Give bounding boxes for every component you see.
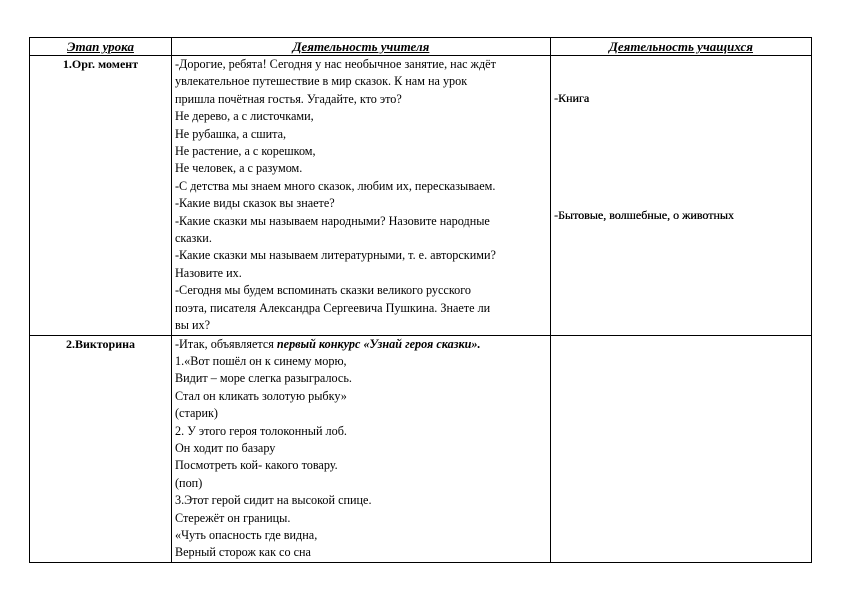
teacher-line: Посмотреть кой- какого товару. bbox=[175, 458, 338, 473]
teacher-line: -Сегодня мы будем вспоминать сказки великого русского bbox=[175, 283, 472, 298]
teacher-line: (старик) bbox=[175, 406, 218, 421]
teacher-intro: -Итак, объявляется bbox=[175, 336, 277, 351]
teacher-line: -Какие виды сказок вы знаете? bbox=[175, 196, 335, 211]
teacher-line: Назовите их. bbox=[175, 265, 242, 280]
teacher-line: 1.«Вот пошёл он к синему морю, bbox=[175, 353, 347, 368]
teacher-line: Стережёт он границы. bbox=[175, 510, 291, 525]
teacher-line: Стал он кликать золотую рыбку» bbox=[175, 388, 347, 403]
teacher-line: Он ходит по базару bbox=[175, 440, 276, 455]
contest-title: первый конкурс «Узнай героя сказки». bbox=[276, 336, 481, 351]
teacher-line: 2. У этого героя толоконный лоб. bbox=[175, 423, 347, 438]
student-answer: -Книга bbox=[554, 91, 590, 105]
lesson-plan-table bbox=[29, 37, 812, 563]
student-answer: -Бытовые, волшебные, о животных bbox=[554, 208, 734, 222]
teacher-line: вы их? bbox=[175, 318, 211, 333]
teacher-line: Не рубашка, а сшита, bbox=[175, 126, 287, 141]
teacher-line: Не человек, а с разумом. bbox=[175, 161, 303, 176]
teacher-line bbox=[175, 336, 547, 353]
stage-cell: 1.Орг. момент bbox=[30, 56, 172, 336]
teacher-line: «Чуть опасность где видна, bbox=[175, 527, 318, 542]
teacher-line: Не растение, а с корешком, bbox=[175, 144, 316, 159]
students-cell bbox=[551, 56, 812, 336]
teacher-line: -Какие сказки мы называем народными? Назовите народные bbox=[175, 213, 490, 228]
teacher-line: -Дорогие, ребята! Сегодня у нас необычное занятие, нас ждёт bbox=[175, 57, 496, 71]
teacher-line: Видит – море слегка разыгралось. bbox=[175, 371, 352, 386]
table-header-row bbox=[30, 38, 812, 56]
students-cell bbox=[551, 335, 812, 562]
teacher-line: увлекательное путешествие в мир сказок. К нам на урок bbox=[175, 74, 468, 89]
teacher-cell bbox=[172, 56, 551, 336]
teacher-line: сказки. bbox=[175, 231, 212, 246]
teacher-line: Верный сторож как со сна bbox=[175, 545, 311, 560]
stage-cell: 2.Викторина bbox=[30, 335, 172, 562]
table-row bbox=[30, 335, 812, 562]
teacher-line: пришла почётная гостья. Угадайте, кто это? bbox=[175, 91, 402, 106]
header-teacher: Деятельность учителя bbox=[172, 38, 551, 56]
table-row bbox=[30, 56, 812, 336]
teacher-line: (поп) bbox=[175, 475, 203, 490]
header-students: Деятельность учащихся bbox=[551, 38, 812, 56]
teacher-line: Не дерево, а с листочками, bbox=[175, 109, 314, 124]
teacher-line: -Какие сказки мы называем литературными, т. е. авторскими? bbox=[175, 248, 496, 263]
teacher-cell bbox=[172, 335, 551, 562]
teacher-line: -С детства мы знаем много сказок, любим их, пересказываем. bbox=[175, 178, 496, 193]
header-stage: Этап урока bbox=[30, 38, 172, 56]
teacher-line: 3.Этот герой сидит на высокой спице. bbox=[175, 493, 372, 508]
teacher-line: поэта, писателя Александра Сергеевича Пушкина. Знаете ли bbox=[175, 300, 491, 315]
